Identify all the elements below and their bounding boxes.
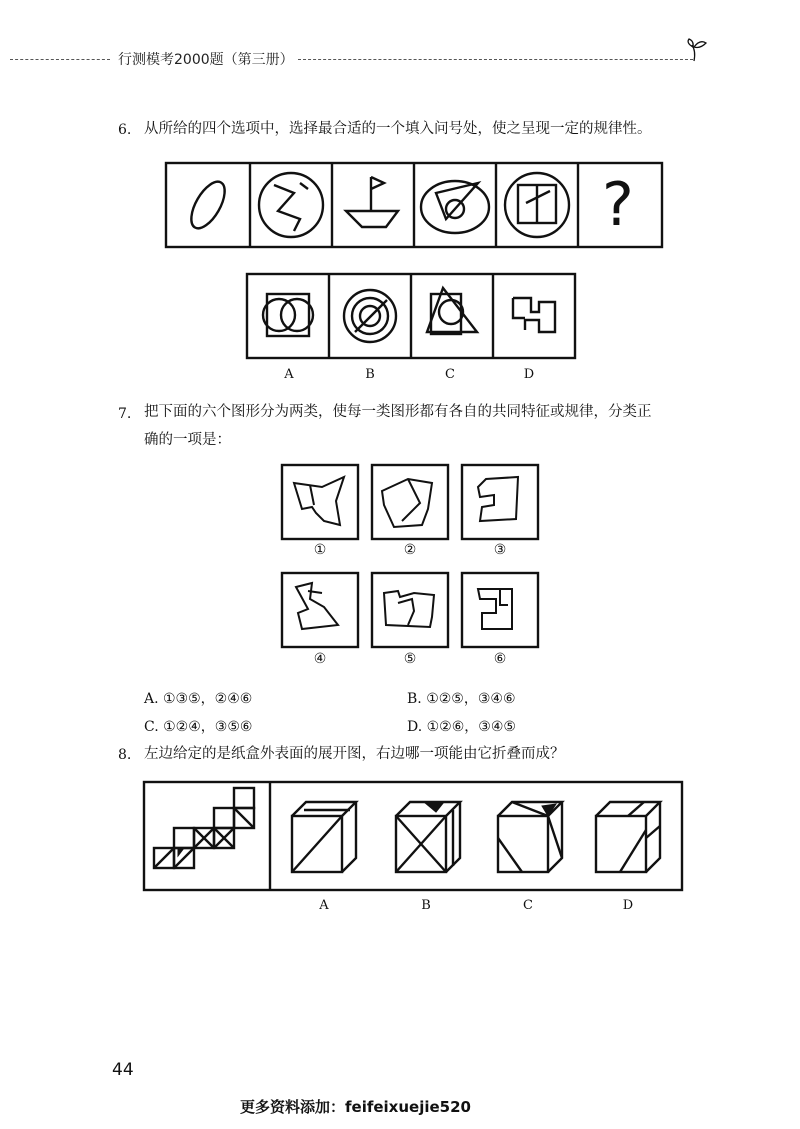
q8-option-c-label: C [523, 898, 533, 913]
q6-options-figure [247, 274, 587, 364]
q8-number: 8. [118, 747, 132, 763]
q7-figure-label-3: ③ [493, 542, 507, 558]
q7-figure-label-4: ④ [313, 651, 327, 667]
q6-option-d-label: D [523, 367, 535, 382]
q6-option-b-label: B [365, 367, 375, 382]
q6-option-c-label: C [445, 367, 455, 382]
q6-sequence-figure [166, 163, 666, 253]
q6-question-mark: ? [602, 170, 634, 240]
q7-choice-d: D. ①②⑥，③④⑤ [407, 719, 516, 735]
q6-text: 从所给的四个选项中，选择最合适的一个填入问号处，使之呈现一定的规律性。 [144, 121, 652, 137]
q7-figures [282, 465, 562, 665]
header-rule-right [298, 59, 693, 60]
q7-choice-a: A. ①③⑤，②④⑥ [144, 691, 253, 707]
footer-note: 更多资料添加：feifeixuejie520 [240, 1098, 471, 1116]
q7-text-line1: 把下面的六个图形分为两类，使每一类图形都有各自的共同特征或规律，分类正 [144, 404, 652, 420]
q7-number: 7. [118, 406, 132, 422]
q6-number: 6. [118, 122, 132, 138]
header-rule-left [10, 59, 110, 60]
q8-option-a-label: A [319, 898, 329, 913]
q7-choice-c: C. ①②④，③⑤⑥ [144, 719, 253, 735]
q7-figure-label-1: ① [313, 542, 327, 558]
q6-option-a-label: A [284, 367, 294, 382]
page-number: 44 [112, 1060, 134, 1080]
q7-figure-label-2: ② [403, 542, 417, 558]
header-title: 行测模考2000题（第三册） [118, 52, 294, 68]
q7-figure-label-5: ⑤ [403, 651, 417, 667]
q7-text-line2: 确的一项是： [144, 432, 231, 448]
q8-text: 左边给定的是纸盒外表面的展开图，右边哪一项能由它折叠而成？ [144, 746, 565, 762]
q8-option-b-label: B [421, 898, 431, 913]
q8-figure [144, 782, 684, 897]
q7-choice-b: B. ①②⑤，③④⑥ [407, 691, 516, 707]
sprout-icon [688, 35, 718, 65]
q7-figure-label-6: ⑥ [493, 651, 507, 667]
q8-option-d-label: D [622, 898, 634, 913]
